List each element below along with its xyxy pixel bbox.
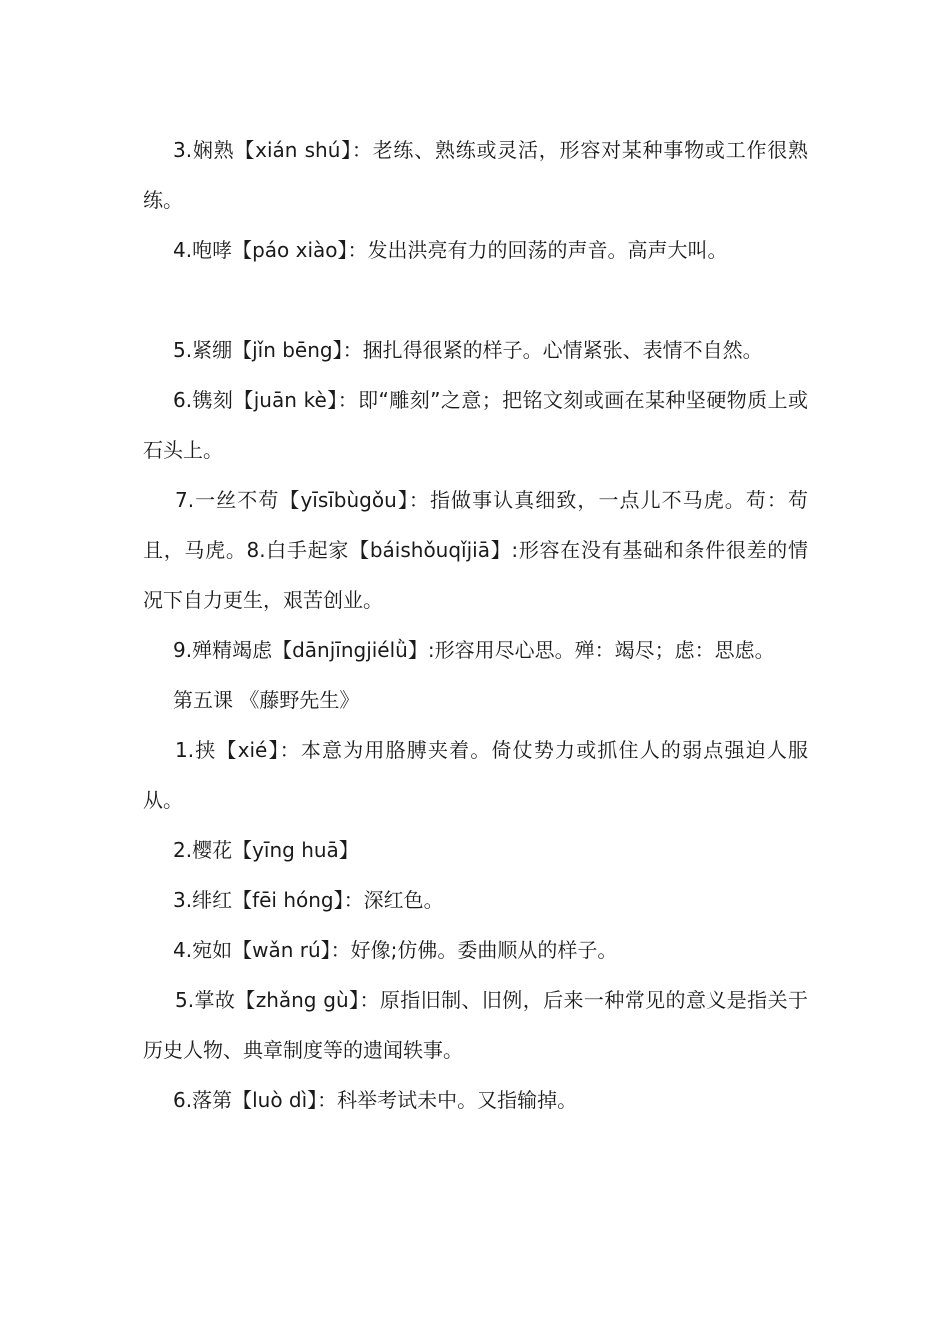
vocab-entry-zhanggu: 5.掌故【zhǎng gù】：原指旧制、旧例，后来一种常见的意义是指关于历史人物、典章制度等的遗闻轶事。	[143, 988, 808, 1062]
vocab-entry-paoxiao: 4.咆哮【páo xiào】：发出洪亮有力的回荡的声音。高声大叫。	[173, 238, 728, 262]
vocab-entry-xie: 1.挟【xié】：本意为用胳膊夹着。倚仗势力或抓住人的弱点强迫人服从。	[143, 738, 808, 812]
vocab-entry-feihong: 3.绯红【fēi hóng】：深红色。	[173, 888, 444, 912]
vocab-entry-danjingjielv: 9.殚精竭虑【dānjīngjiélǜ】:形容用尽心思。殚：竭尽；虑：思虑。	[173, 638, 775, 662]
vocab-entry-wanru: 4.宛如【wǎn rú】：好像;仿佛。委曲顺从的样子。	[173, 938, 618, 962]
lesson-heading: 第五课 《藤野先生》	[173, 688, 360, 712]
vocab-entry-yinghua: 2.樱花【yīng huā】	[173, 838, 359, 862]
vocab-entry-juanke: 6.镌刻【juān kè】：即“雕刻”之意；把铭文刻或画在某种坚硬物质上或石头上。	[143, 388, 808, 462]
vocab-entry-xianshu: 3.娴熟【xián shú】：老练、熟练或灵活，形容对某种事物或工作很熟练。	[143, 138, 808, 212]
vocab-entry-luodi: 6.落第【luò dì】：科举考试未中。又指输掉。	[173, 1088, 578, 1112]
blank-line	[143, 275, 808, 325]
vocab-entry-jinbeng: 5.紧绷【jǐn bēng】：捆扎得很紧的样子。心情紧张、表情不自然。	[173, 338, 763, 362]
document-body	[143, 125, 808, 1125]
vocab-entry-yisibugou: 7.一丝不苟【yīsībùgǒu】：指做事认真细致，一点儿不马虎。苟：苟且，马虎。8.白手起家【báishǒuqǐjiā】:形容在没有基础和条件很差的情况下自力更生，艰苦创业。	[143, 488, 808, 612]
